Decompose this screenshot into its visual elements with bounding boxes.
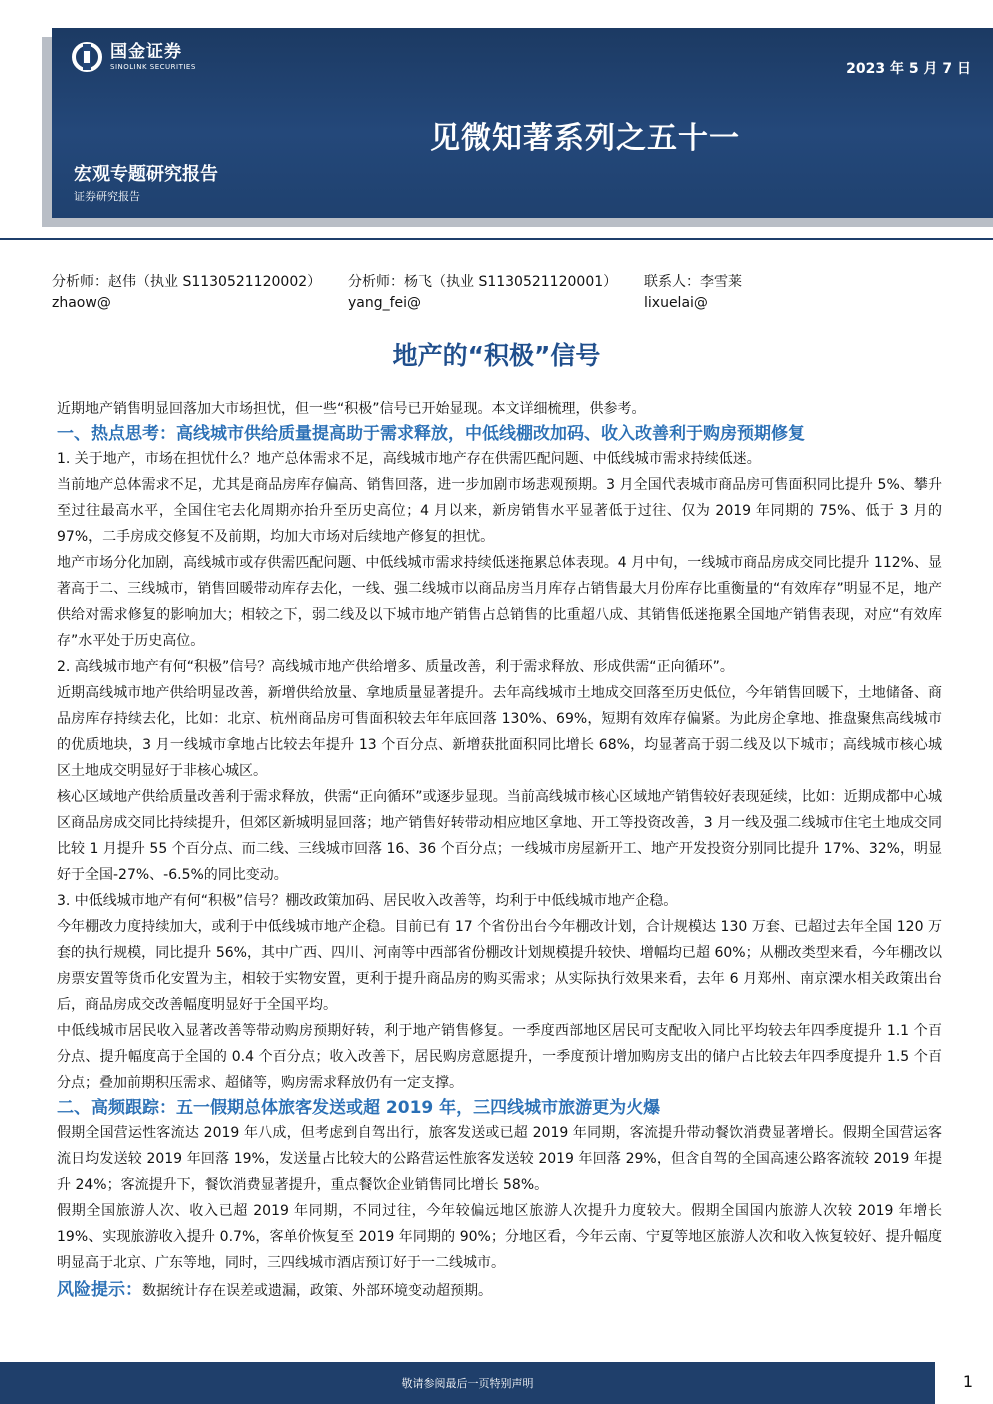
disclaimer-note: 敬请参阅最后一页特别声明	[401, 1377, 534, 1390]
risk-label: 风险提示：	[57, 1280, 142, 1300]
logo-icon	[72, 42, 102, 72]
risk-text: 数据统计存在误差或遗漏，政策、外部环境变动超预期。	[142, 1283, 492, 1299]
section-heading-hot-topics: 一、热点思考：高线城市供给质量提高助于需求释放，中低线棚改加码、收入改善利于购房预期修复	[57, 424, 805, 444]
body-paragraph: 3. 中低线城市地产有何“积极”信号？棚改政策加码、居民收入改善等，均利于中低线城市地产企稳。	[57, 893, 678, 909]
analyst-item	[52, 272, 321, 314]
body-paragraph: 今年棚改力度持续加大，或利于中低线城市地产企稳。目前已有 17 个省份出台今年棚改计划，合计规模达 130 万套、已超过去年全国 120 万套的执行规模，同比提升 56%，其中广西、四川、河南等中西部省份棚改计划规模提升较快、增幅均已超 60%；从棚改类型来看，今年棚改以房票安置等货币化安置为主，相较于实物安置，更利于提升商品房的购买需求；从实际执行效果来看，去年 6 月郑州、南京溧水相关政策出台后，商品房成交改善幅度明显好于全国平均。	[57, 919, 942, 1013]
analyst-item	[348, 272, 617, 314]
header-rule	[0, 238, 993, 240]
intro-paragraph: 近期地产销售明显回落加大市场担忧，但一些“积极”信号已开始显现。本文详细梳理，供参考。	[57, 401, 646, 417]
page-number: 1	[962, 1372, 973, 1391]
body-paragraph: 中低线城市居民收入显著改善等带动购房预期好转，利于地产销售修复。一季度西部地区居民可支配收入同比平均较去年四季度提升 1.1 个百分点、提升幅度高于全国的 0.4 个百分点；收入改善下，居民购房意愿提升，一季度预计增加购房支出的储户占比较去年四季度提升 1.5 个百分点；叠加前期积压需求、超储等，购房需求释放仍有一定支撑。	[57, 1023, 942, 1091]
analyst-label: 分析师：杨飞（执业 S1130521120001）	[348, 274, 618, 290]
report-body	[57, 396, 942, 1305]
report-subtype: 证券研究报告	[74, 190, 140, 203]
body-paragraph: 假期全国旅游人次、收入已超 2019 年同期，不同过往，今年较偏远地区旅游人次提升力度较大。假期全国国内旅游人次较 2019 年增长 19%、实现旅游收入提升 0.7%，客单价恢复至 2019 年同期的 90%；分地区看，今年云南、宁夏等地区旅游人次和收入恢复较好、提升幅度明显高于北京、广东等地，同时，三四线城市酒店预订好于一二线城市。	[57, 1203, 942, 1271]
analyst-label: 分析师：赵伟（执业 S1130521120002）	[52, 274, 322, 290]
section-heading-high-frequency: 二、高频跟踪：五一假期总体旅客发送或超 2019 年，三四线城市旅游更为火爆	[57, 1098, 661, 1118]
analyst-email: yang_fei@	[348, 295, 422, 311]
body-paragraph: 当前地产总体需求不足，尤其是商品房库存偏高、销售回落，进一步加剧市场悲观预期。3 月全国代表城市商品房可售面积同比提升 5%、攀升至过往最高水平，全国住宅去化周期亦抬升至历史高位；4 月以来，新房销售水平显著低于过往、仅为 2019 年同期的 75%、低于 3 月的 97%，二手房成交修复不及前期，均加大市场对后续地产修复的担忧。	[57, 477, 942, 545]
company-logo	[72, 42, 196, 72]
body-paragraph: 假期全国营运性客流达 2019 年八成，但考虑到自驾出行，旅客发送或已超 2019 年同期，客流提升带动餐饮消费显著增长。假期全国营运客流日均发送较 2019 年回落 19%，发送量占比较大的公路营运性旅客发送较 2019 年回落 29%，但含自驾的全国高速公路客流较 2019 年提升 24%；客流提升下，餐饮消费显著提升，重点餐饮企业销售同比增长 58%。	[57, 1125, 942, 1193]
report-type: 宏观专题研究报告	[74, 164, 218, 185]
risk-warning	[57, 1276, 942, 1305]
logo-name-en: SINOLINK SECURITIES	[110, 62, 196, 71]
report-date: 2023 年 5 月 7 日	[846, 61, 971, 77]
body-paragraph: 地产市场分化加剧，高线城市或存供需匹配问题、中低线城市需求持续低迷拖累总体表现。4 月中旬，一线城市商品房成交同比提升 112%、显著高于二、三线城市，销售回暖带动库存去化，一线、强二线城市以商品房当月库存占销售最大月份库存比重衡量的“有效库存”明显不足，地产供给对需求修复的影响加大；相较之下，弱二线及以下城市地产销售占总销售的比重超八成、其销售低迷拖累全国地产销售表现，对应“有效库存”水平处于历史高位。	[57, 555, 942, 649]
contact-email: lixuelai@	[644, 295, 708, 311]
logo-name-cn: 国金证券	[110, 41, 182, 62]
analyst-email: zhaow@	[52, 295, 111, 311]
series-title: 见微知著系列之五十一	[430, 121, 740, 156]
contact-label: 联系人：李雪莱	[644, 274, 742, 290]
document-title: 地产的“积极”信号	[392, 341, 601, 370]
body-paragraph: 核心区域地产供给质量改善利于需求释放，供需“正向循环”或逐步显现。当前高线城市核心区域地产销售较好表现延续，比如：近期成都中心城区商品房成交同比持续提升，但郊区新城明显回落；地产销售好转带动相应地区拿地、开工等投资改善，3 月一线及强二线城市住宅土地成交同比较 1 月提升 55 个百分点、而二线、三线城市回落 16、36 个百分点；一线城市房屋新开工、地产开发投资分别同比提升 17%、32%，明显好于全国-27%、-6.5%的同比变动。	[57, 789, 942, 883]
body-paragraph: 2. 高线城市地产有何“积极”信号？高线城市地产供给增多、质量改善，利于需求释放、形成供需“正向循环”。	[57, 659, 734, 675]
page-footer	[0, 1362, 993, 1404]
analyst-item	[644, 272, 742, 314]
body-paragraph: 1. 关于地产，市场在担忧什么？地产总体需求不足，高线城市地产存在供需匹配问题、中低线城市需求持续低迷。	[57, 451, 761, 467]
header-band	[52, 28, 993, 218]
body-paragraph: 近期高线城市地产供给明显改善，新增供给放量、拿地质量显著提升。去年高线城市土地成交回落至历史低位，今年销售回暖下，土地储备、商品房库存持续去化，比如：北京、杭州商品房可售面积较去年年底回落 130%、69%，短期有效库存偏紧。为此房企拿地、推盘聚焦高线城市的优质地块，3 月一线城市拿地占比较去年提升 13 个百分点、新增获批面积同比增长 68%，均显著高于弱二线及以下城市；高线城市核心城区土地成交明显好于非核心城区。	[57, 685, 942, 779]
